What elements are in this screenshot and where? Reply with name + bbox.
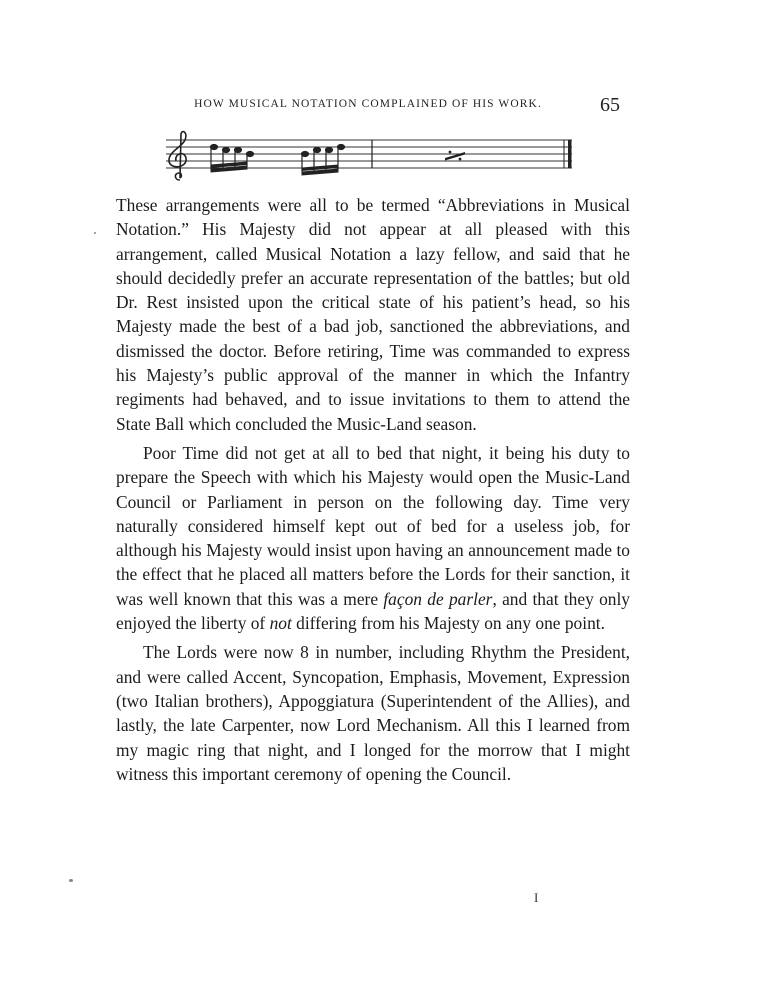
italic-word-not: not [269,613,292,634]
paragraph-1 [116,193,630,436]
signature-mark: I [534,890,539,905]
paragraph-2-text-b: , and that they only enjoyed the liberty of [116,588,630,634]
paragraph-3 [116,640,630,786]
music-staff-figure [160,130,576,190]
paragraph-2 [116,441,630,635]
margin-speck [69,879,73,882]
body-text [116,193,630,786]
page-number: 65 [600,94,620,116]
paragraph-1-text: These arrangements were all to be termed “Abbreviations in Musical Notation.” His Majesty did not appear at all pleased with this arrangement, called Musical Notation a lazy fellow, and said that he should decidedly prefer an accurate representation of the battles; but old Dr. Rest insisted upon the critical state of his patient’s head, so his Majesty made the best of a bad job, sanctioned the abbreviations, and dismissed the doctor. Before retiring, Time was commanded to express his Majesty’s public approval of the manner in which the Infantry regiments had behaved, and to issue invitations to them to attend the State Ball which concluded the Music-Land season. [116,195,630,434]
italic-phrase-facon-de-parler: façon de parler [383,588,493,609]
paragraph-2-text-a: Poor Time did not get at all to bed that night, it being his duty to prepare the Speech with which his Majesty would open the Music-Land Council or Parliament in person on the following day. Time very naturally considered himself kept out of bed for a useless job, for although his Majesty would insist upon having an announcement made to the effect that he placed all matters before the Lords for their sanction, it was well known that this was a mere [116,442,630,609]
running-head: HOW MUSICAL NOTATION COMPLAINED OF HIS WORK. [194,98,542,110]
margin-speck [94,232,96,234]
beamed-note-group-2 [301,144,344,175]
repeat-sign [445,151,465,161]
paragraph-2-text-c: differing from his Majesty on any one point. [291,613,605,634]
paragraph-3-text: The Lords were now 8 in number, including Rhythm the President, and were called Accent, Syncopation, Emphasis, Movement, Expression (two Italian brothers), Appoggiatura (Superintendent of the Allies), and lastly, the late Carpenter, now Lord Mechanism. All this I learned from my magic ring that night, and I longed for the morrow that I might witness this important ceremony of opening the Council. [116,642,630,784]
treble-clef-icon [169,132,186,180]
